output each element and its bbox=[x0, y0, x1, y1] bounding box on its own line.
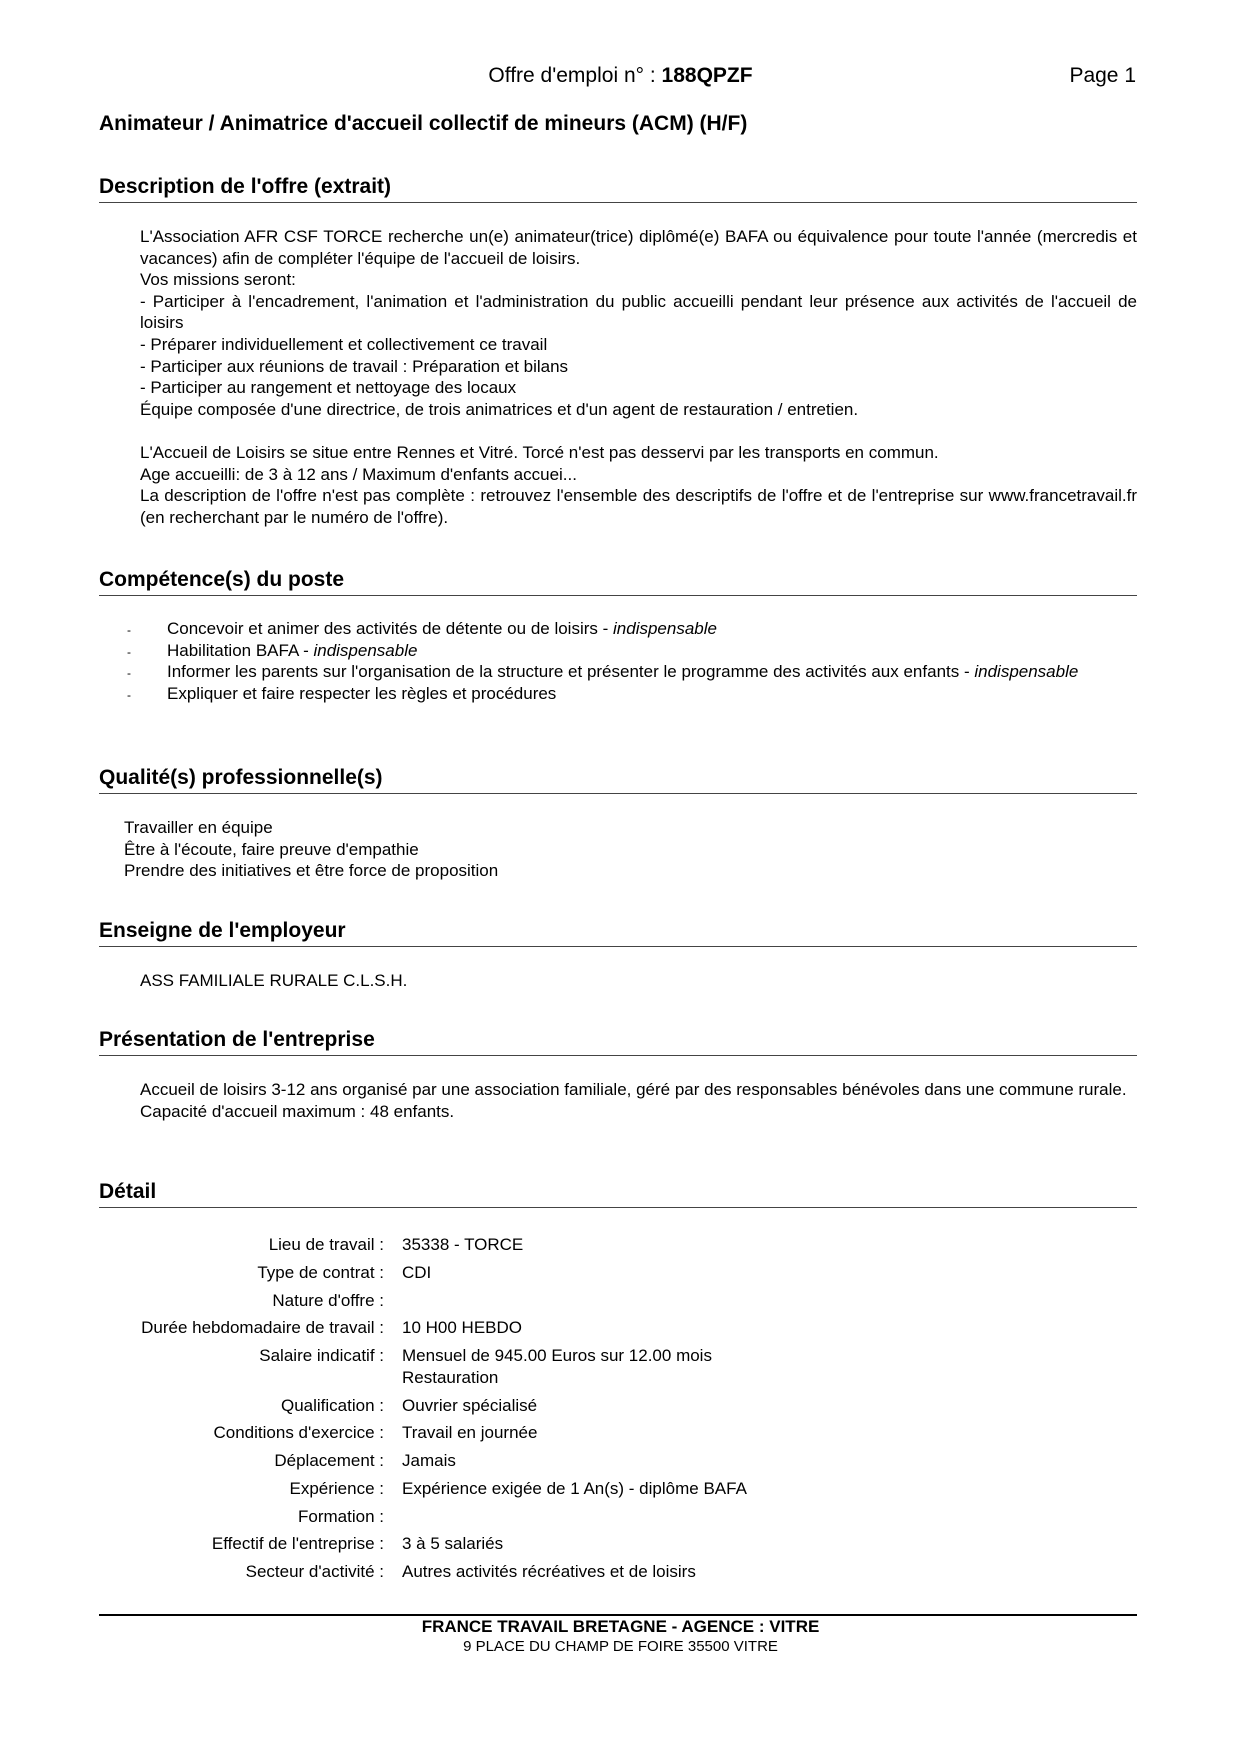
detail-label: Effectif de l'entreprise : bbox=[211, 1534, 384, 1554]
list-item: - Expliquer et faire respecter les règles et procédures bbox=[127, 683, 557, 703]
detail-label: Qualification : bbox=[281, 1395, 384, 1415]
list-item: Être à l'écoute, faire preuve d'empathie bbox=[124, 839, 419, 859]
detail-label: Nature d'offre : bbox=[272, 1290, 384, 1310]
description-line: La description de l'offre n'est pas complète : retrouvez l'ensemble des descriptifs de l'offre et de l'entreprise sur www.francetravail.fr (en recherchant par le numéro de l'offre). bbox=[140, 486, 1137, 527]
salary-value: Mensuel de 945.00 Euros sur 12.00 mois bbox=[402, 1346, 712, 1366]
competence-level: indispensable bbox=[313, 640, 418, 660]
offer-number: 188QPZF bbox=[661, 64, 753, 87]
presentation-line: Accueil de loisirs 3-12 ans organisé par une association familiale, géré par des responsables bénévoles dans une commune rurale. bbox=[140, 1080, 1127, 1099]
table-row bbox=[99, 1533, 999, 1561]
competence-text: Habilitation BAFA - bbox=[167, 640, 314, 660]
list-item: Travailler en équipe bbox=[124, 818, 273, 837]
detail-table bbox=[99, 1234, 999, 1589]
description-line: Équipe composée d'une directrice, de trois animatrices et d'un agent de restauration / entretien. bbox=[140, 399, 859, 419]
detail-value: Jamais bbox=[402, 1451, 456, 1471]
detail-label: Formation : bbox=[298, 1506, 384, 1526]
detail-label: Salaire indicatif : bbox=[259, 1346, 384, 1366]
presentation-line: Capacité d'accueil maximum : 48 enfants. bbox=[140, 1101, 455, 1121]
detail-label: Durée hebdomadaire de travail : bbox=[141, 1318, 384, 1338]
table-row bbox=[99, 1234, 999, 1262]
table-row bbox=[99, 1506, 999, 1534]
detail-value: Expérience exigée de 1 An(s) - diplôme BAFA bbox=[402, 1478, 747, 1498]
competence-text: Informer les parents sur l'organisation de la structure et présenter le programme des activités aux enfants - bbox=[167, 662, 975, 682]
section-heading-description: Description de l'offre (extrait) bbox=[99, 175, 1137, 203]
offer-number-prefix: Offre d'emploi n° : bbox=[488, 64, 662, 87]
table-row bbox=[99, 1290, 999, 1318]
footer-divider bbox=[99, 1614, 1137, 1616]
salary-extra: Restauration bbox=[402, 1367, 499, 1387]
detail-label: Secteur d'activité : bbox=[245, 1562, 384, 1582]
competence-level: indispensable bbox=[974, 662, 1079, 682]
detail-label: Conditions d'exercice : bbox=[213, 1423, 384, 1443]
description-line: - Préparer individuellement et collectivement ce travail bbox=[140, 334, 548, 354]
detail-value: 3 à 5 salariés bbox=[402, 1534, 504, 1554]
list-item: - Concevoir et animer des activités de détente ou de loisirs - indispensable bbox=[127, 619, 717, 638]
detail-value bbox=[402, 1506, 999, 1534]
qualites-list bbox=[124, 817, 1124, 882]
list-item: Prendre des initiatives et être force de proposition bbox=[124, 861, 499, 881]
presentation-text bbox=[140, 1079, 1137, 1122]
detail-label: Type de contrat : bbox=[257, 1262, 384, 1282]
table-row bbox=[99, 1345, 999, 1394]
list-item: - Habilitation BAFA - indispensable bbox=[127, 640, 418, 660]
description-line: L'Association AFR CSF TORCE recherche un(e) animateur(trice) diplômé(e) BAFA ou équivalence pour toute l'année (mercredis et vacances) afin de compléter l'équipe de l'accueil de loisirs. bbox=[140, 227, 1137, 268]
competence-text: Expliquer et faire respecter les règles et procédures bbox=[167, 683, 557, 703]
competences-list bbox=[127, 618, 1137, 704]
section-heading-enseigne: Enseigne de l'employeur bbox=[99, 919, 1137, 947]
table-row bbox=[99, 1395, 999, 1423]
table-row bbox=[99, 1478, 999, 1506]
detail-label: Expérience : bbox=[289, 1478, 384, 1498]
description-line: Vos missions seront: bbox=[140, 270, 296, 290]
detail-value: Travail en journée bbox=[402, 1423, 538, 1443]
page-number: Page 1 bbox=[1069, 64, 1136, 87]
detail-value bbox=[402, 1345, 999, 1394]
competence-text: Concevoir et animer des activités de détente ou de loisirs - bbox=[167, 619, 614, 638]
section-heading-qualites: Qualité(s) professionnelle(s) bbox=[99, 766, 1137, 794]
table-row bbox=[99, 1450, 999, 1478]
description-line: - Participer aux réunions de travail : Préparation et bilans bbox=[140, 356, 569, 376]
table-row bbox=[99, 1422, 999, 1450]
description-text bbox=[140, 226, 1137, 528]
section-heading-competences: Compétence(s) du poste bbox=[99, 568, 1137, 596]
description-line: Age accueilli: de 3 à 12 ans / Maximum d'enfants accuei... bbox=[140, 464, 577, 484]
footer-address: 9 PLACE DU CHAMP DE FOIRE 35500 VITRE bbox=[463, 1638, 778, 1655]
table-row bbox=[99, 1262, 999, 1290]
list-item: - Informer les parents sur l'organisation de la structure et présenter le programme des activités aux enfants - indispensable bbox=[127, 662, 1079, 682]
competence-level: indispensable bbox=[613, 619, 717, 638]
detail-value: CDI bbox=[402, 1262, 432, 1282]
detail-label: Lieu de travail : bbox=[268, 1235, 384, 1254]
detail-value: Autres activités récréatives et de loisirs bbox=[402, 1562, 696, 1582]
detail-value: 10 H00 HEBDO bbox=[402, 1318, 522, 1338]
offer-number-line bbox=[0, 64, 1241, 88]
job-title: Animateur / Animatrice d'accueil collectif de mineurs (ACM) (H/F) bbox=[99, 112, 748, 135]
description-line: - Participer au rangement et nettoyage des locaux bbox=[140, 378, 517, 398]
footer-agency: FRANCE TRAVAIL BRETAGNE - AGENCE : VITRE bbox=[421, 1617, 820, 1636]
page-header bbox=[0, 64, 1241, 94]
detail-value: Ouvrier spécialisé bbox=[402, 1395, 538, 1415]
detail-label: Déplacement : bbox=[274, 1451, 384, 1471]
table-row bbox=[99, 1561, 999, 1589]
description-line: - Participer à l'encadrement, l'animation et l'administration du public accueilli pendant leur présence aux activités de l'accueil de loisirs bbox=[140, 291, 1137, 333]
employer-name: ASS FAMILIALE RURALE C.L.S.H. bbox=[140, 971, 408, 990]
detail-value: 35338 - TORCE bbox=[402, 1235, 524, 1254]
section-heading-presentation: Présentation de l'entreprise bbox=[99, 1028, 1137, 1056]
detail-value bbox=[402, 1290, 999, 1318]
description-line: L'Accueil de Loisirs se situe entre Rennes et Vitré. Torcé n'est pas desservi par les transports en commun. bbox=[140, 442, 939, 462]
table-row bbox=[99, 1317, 999, 1345]
section-heading-detail: Détail bbox=[99, 1180, 1137, 1208]
